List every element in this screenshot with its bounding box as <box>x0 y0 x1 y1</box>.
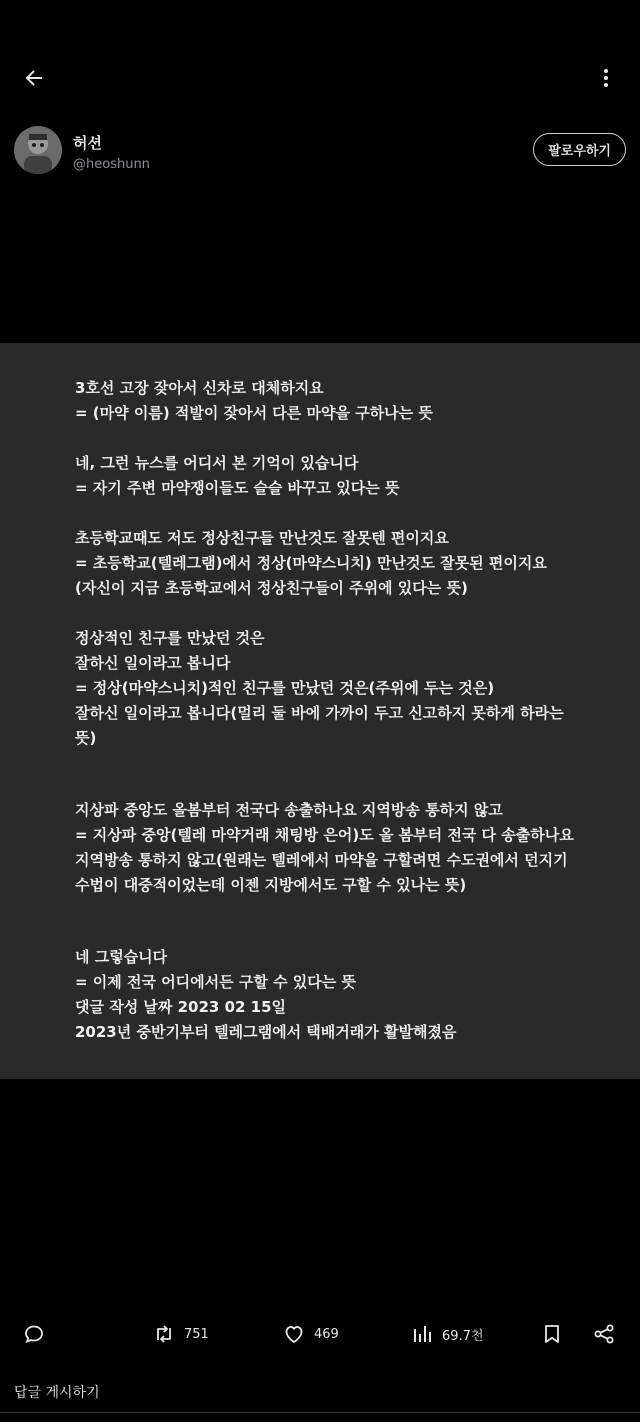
text-line: 댓글 작성 날짜 2023 02 15일 <box>75 998 287 1016</box>
retweet-icon <box>152 1322 176 1346</box>
text-line: 2023년 중반기부터 텔레그램에서 택배거래가 활발해졌음 <box>75 1023 457 1041</box>
text-line: = 지상파 중앙(텔레 마약거래 채팅방 은어)도 올 봄부터 전국 다 송출하나요 <box>75 826 574 844</box>
like-count: 469 <box>314 1326 339 1342</box>
text-line: = 초등학교(텔레그램)에서 정상(마약스니치) 만난것도 잘못된 편이지요 <box>75 554 547 572</box>
text-line: 정상적인 친구를 만났던 것은 <box>75 629 265 647</box>
text-line: 네 그렇습니다 <box>75 948 168 966</box>
text-line: 지상파 중앙도 올봄부터 전국다 송출하나요 지역방송 통하지 않고 <box>75 801 503 819</box>
bookmark-button[interactable] <box>540 1315 564 1353</box>
post-image-text <box>75 376 615 1045</box>
text-line: 초등학교때도 저도 정상친구들 만난것도 잘못텐 편이지요 <box>75 529 449 547</box>
bookmark-icon <box>540 1322 564 1346</box>
arrow-left-icon <box>22 66 46 94</box>
text-line: 네, 그런 뉴스를 어디서 본 기억이 있습니다 <box>75 454 359 472</box>
like-button[interactable] <box>282 1315 339 1353</box>
action-bar <box>0 1315 640 1355</box>
reply-bubble-icon <box>22 1322 46 1346</box>
reply-button[interactable] <box>22 1315 46 1353</box>
author-header <box>14 126 626 176</box>
retweet-count: 751 <box>184 1326 209 1342</box>
text-line: 3호선 고장 잦아서 신차로 대체하지요 <box>75 379 324 397</box>
text-line: 뜻) <box>75 729 97 747</box>
avatar[interactable] <box>14 126 62 174</box>
views-button[interactable] <box>412 1315 484 1353</box>
text-line: = (마약 이름) 적발이 잦아서 다른 마약을 구하나는 뜻 <box>75 404 433 422</box>
back-button[interactable] <box>16 62 52 98</box>
text-line: = 자기 주변 마약쟁이들도 슬슬 바꾸고 있다는 뜻 <box>75 479 400 497</box>
text-line: 잘하신 일이라고 봅니다(멀리 둘 바에 가까이 두고 신고하지 못하게 하라는 <box>75 704 564 722</box>
text-line: = 정상(마약스니치)적인 친구를 만났던 것은(주위에 두는 것은) <box>75 679 495 697</box>
top-bar <box>0 0 640 110</box>
reply-input[interactable]: 답글 게시하기 <box>14 1385 100 1401</box>
retweet-button[interactable] <box>152 1315 209 1353</box>
heart-icon <box>282 1322 306 1346</box>
display-name[interactable]: 허션 <box>73 134 102 152</box>
bar-chart-icon <box>412 1322 434 1346</box>
post-image[interactable] <box>0 343 640 1079</box>
text-line: 수법이 대중적이었는데 이젠 지방에서도 구할 수 있나는 뜻) <box>75 876 467 894</box>
text-line: (자신이 지금 초등학교에서 정상친구들이 주위에 있다는 뜻) <box>75 579 468 597</box>
text-line: = 이제 전국 어디에서든 구할 수 있다는 뜻 <box>75 973 356 991</box>
reply-bar <box>0 1372 640 1413</box>
user-handle[interactable]: @heoshunn <box>73 157 150 172</box>
views-count: 69.7천 <box>442 1328 484 1344</box>
more-options-button[interactable] <box>588 62 624 98</box>
text-line: 지역방송 통하지 않고(원래는 텔레에서 마약을 구할려면 수도권에서 던지기 <box>75 851 568 869</box>
vertical-dots-icon <box>594 66 618 94</box>
text-line: 잘하신 일이라고 봅니다 <box>75 654 231 672</box>
follow-button[interactable]: 팔로우하기 <box>533 133 626 166</box>
share-button[interactable] <box>592 1315 616 1353</box>
share-icon <box>592 1322 616 1346</box>
